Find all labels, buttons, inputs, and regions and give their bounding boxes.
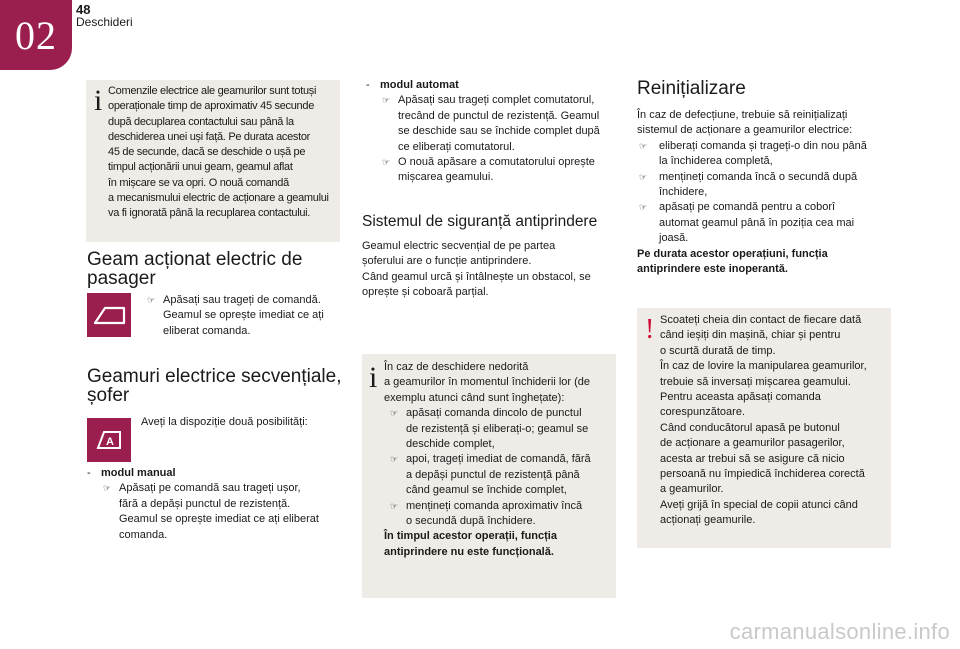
reinit-text: În caz de defecțiune, trebuie să reinițializați sistemul de acționare a geamurilor electrice: ☞ eliberați comanda și trageți-o din nou până la închiderea completă, ☞ mențineți comanda încă o secundă după închidere, ☞ apăsați pe comandă pentru a coborî automat geamul până în poziția cea mai joasă. Pe durata acestor operațiuni, funcția antiprindere este inoperantă. — [637, 109, 867, 276]
section-title-reinit: Reinițializare — [637, 78, 746, 99]
window-switch-icon — [87, 293, 131, 337]
section2-intro: Aveți la dispoziție două posibilități: — [141, 416, 308, 428]
chapter-title: Deschideri — [76, 15, 133, 29]
warning-icon: ! — [645, 314, 655, 345]
section1-bullet: ☞ Apăsați sau trageți de comandă. Geamul se oprește imediat ce ați eliberat comanda. — [147, 294, 324, 337]
antipinch-text: Geamul electric secvențial de pe partea șoferului are o funcție antiprindere. Când geamul urcă și întâlnește un obstacol, se oprește și coboară parțial. — [362, 240, 591, 299]
auto-window-icon — [87, 418, 131, 462]
info-icon-2: i — [369, 361, 378, 394]
chapter-tab: 02 — [0, 0, 72, 70]
info-icon: i — [94, 84, 103, 117]
info-box-2-text: În caz de deschidere nedorită a geamurilor în momentul închiderii lor (de exemplu atunci când sunt înghețate): ☞ apăsați comanda dincolo de punctul de rezistență și eliberați-o; geamul se deschide complet, ☞ apoi, trageți imediat de comandă, fără a depăși punctul de rezistență până când geamul se închide complet, ☞ mențineți comanda aproximativ încă o secundă după închidere. În timpul acestor operații, funcția antiprindere nu este funcțională. — [384, 361, 591, 558]
svg-text:A: A — [106, 436, 114, 448]
section-title-driver-windows: Geamuri electrice secvențiale, șofer — [87, 366, 342, 406]
watermark: carmanualsonline.info — [729, 619, 950, 644]
info-box-1-text: Comenzile electrice ale geamurilor sunt totuși operaționale timp de aproximativ 45 secunde după decuplarea contactului sau până la deschiderea unei uși față. Pe durata acestor 45 de secunde, dacă se deschide o ușă pe timpul acționării unui geam, geamul aflat în mișcare se va opri. O nouă comandă a mecanismului electric de acționare a geamului va fi ignorată până la recuplarea contactului. — [108, 85, 329, 220]
mode-auto: - modul automat ☞ Apăsați sau trageți complet comutatorul, trecând de punctul de rezistență. Geamul se deschide sau se închide complet după ce eliberați comutatorul. ☞ O nouă apăsare a comutatorului oprește mișcarea geamului. — [366, 79, 600, 184]
mode-manual: - modul manual ☞ Apăsați pe comandă sau trageți ușor, fără a depăși punctul de rezistență. Geamul se oprește imediat ce ați eliberat comanda. — [87, 467, 319, 541]
section-title-passenger-window: Geam acționat electric de pasager — [87, 249, 303, 289]
page-number: 48 — [76, 2, 91, 17]
warning-box-text: Scoateți cheia din contact de fiecare dată când ieșiți din mașină, chiar și pentru o scurtă durată de timp. În caz de lovire la manipularea geamurilor, trebuie să inversați mișcarea geamului. Pentru aceasta apăsați comanda corespunzătoare. Când conducătorul apasă pe butonul de acționare a geamurilor pasagerilor, acesta ar trebui să se asigure că nicio persoană nu împiedică închiderea corectă a geamurilor. Aveți grijă în special de copii atunci când acționați geamurile. — [660, 314, 867, 527]
section-title-antipinch: Sistemul de siguranță antiprindere — [362, 213, 598, 230]
